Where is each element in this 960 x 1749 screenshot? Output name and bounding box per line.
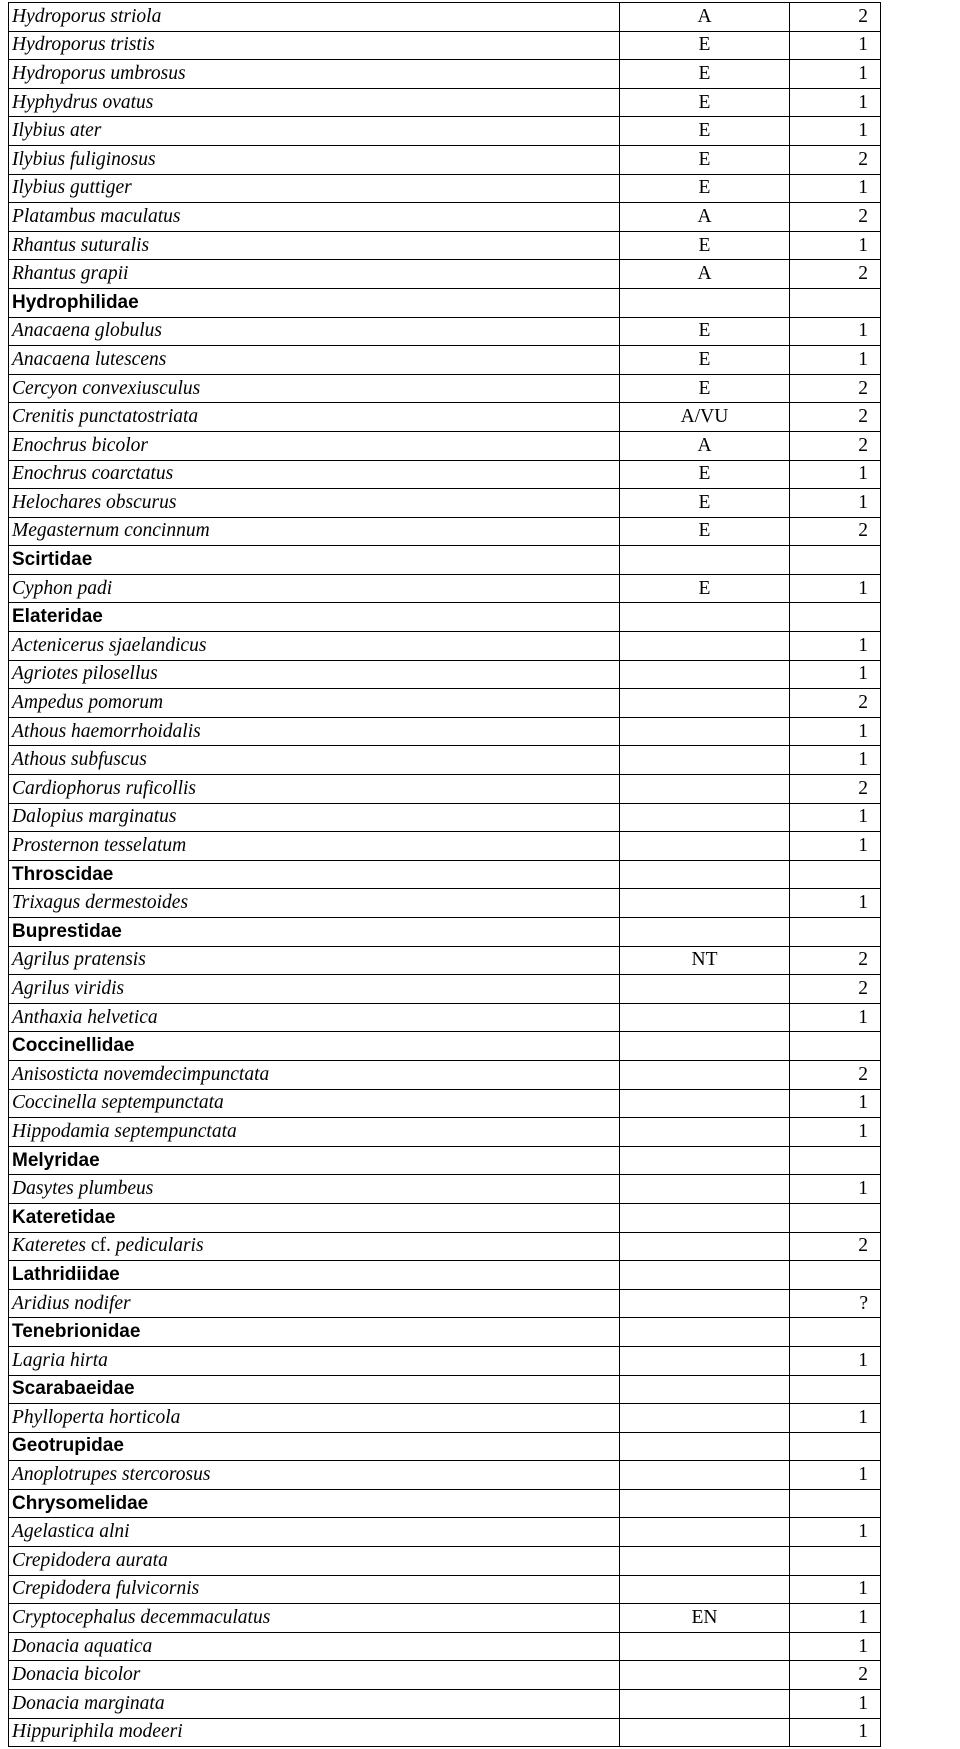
count-cell: 2	[790, 374, 881, 403]
species-name: Prosternon tesselatum	[9, 832, 620, 861]
count-cell: 1	[790, 1404, 881, 1433]
family-name: Hydrophilidae	[9, 288, 620, 317]
count-cell: 1	[790, 832, 881, 861]
status-cell: E	[620, 145, 790, 174]
count-cell	[790, 1547, 881, 1576]
family-name: Geotrupidae	[9, 1432, 620, 1461]
species-row	[9, 1089, 881, 1118]
status-cell	[620, 1690, 790, 1719]
species-name: Enochrus bicolor	[9, 431, 620, 460]
status-cell	[620, 1003, 790, 1032]
status-cell	[620, 603, 790, 632]
count-cell: 1	[790, 889, 881, 918]
status-cell	[620, 775, 790, 804]
status-cell	[620, 1318, 790, 1347]
count-cell: 1	[790, 231, 881, 260]
species-name: Ampedus pomorum	[9, 689, 620, 718]
count-cell: 1	[790, 117, 881, 146]
species-row	[9, 403, 881, 432]
species-name: Anthaxia helvetica	[9, 1003, 620, 1032]
status-cell	[620, 632, 790, 661]
species-row	[9, 1547, 881, 1576]
species-row	[9, 1461, 881, 1490]
species-name: Ilybius ater	[9, 117, 620, 146]
species-qualifier: cf.	[86, 1235, 116, 1257]
count-cell: 2	[790, 403, 881, 432]
status-cell: E	[620, 117, 790, 146]
species-name: Ilybius guttiger	[9, 174, 620, 203]
family-name: Melyridae	[9, 1146, 620, 1175]
species-name: Anoplotrupes stercorosus	[9, 1461, 620, 1490]
family-row	[9, 918, 881, 947]
count-cell: 1	[790, 489, 881, 518]
species-row	[9, 374, 881, 403]
count-cell	[790, 1203, 881, 1232]
status-cell: E	[620, 60, 790, 89]
species-name: Agelastica alni	[9, 1518, 620, 1547]
status-cell: E	[620, 31, 790, 60]
family-row	[9, 546, 881, 575]
status-cell	[620, 1089, 790, 1118]
family-name: Scarabaeidae	[9, 1375, 620, 1404]
species-row	[9, 60, 881, 89]
species-table	[8, 2, 881, 1747]
species-row	[9, 803, 881, 832]
species-row	[9, 1289, 881, 1318]
status-cell	[620, 546, 790, 575]
species-row	[9, 1175, 881, 1204]
status-cell	[620, 832, 790, 861]
family-row	[9, 1261, 881, 1290]
count-cell	[790, 1318, 881, 1347]
count-cell	[790, 1489, 881, 1518]
status-cell: E	[620, 346, 790, 375]
count-cell: 1	[790, 174, 881, 203]
status-cell	[620, 860, 790, 889]
family-name: Scirtidae	[9, 546, 620, 575]
status-cell	[620, 1632, 790, 1661]
species-row	[9, 317, 881, 346]
species-genus: Kateretes	[12, 1235, 87, 1257]
species-name: Trixagus dermestoides	[9, 889, 620, 918]
species-row	[9, 1118, 881, 1147]
status-cell	[620, 1032, 790, 1061]
count-cell: 1	[790, 460, 881, 489]
species-row	[9, 517, 881, 546]
species-row	[9, 632, 881, 661]
species-name: Crepidodera fulvicornis	[9, 1575, 620, 1604]
family-row	[9, 1146, 881, 1175]
count-cell: 1	[790, 746, 881, 775]
status-cell: A	[620, 260, 790, 289]
species-name: Aridius nodifer	[9, 1289, 620, 1318]
count-cell: 1	[790, 660, 881, 689]
count-cell: 2	[790, 431, 881, 460]
species-row	[9, 1060, 881, 1089]
species-row	[9, 88, 881, 117]
family-row	[9, 1318, 881, 1347]
species-row	[9, 231, 881, 260]
count-cell: 1	[790, 1604, 881, 1633]
species-name: Cercyon convexiusculus	[9, 374, 620, 403]
status-cell: A	[620, 203, 790, 232]
status-cell: E	[620, 517, 790, 546]
species-name: Athous subfuscus	[9, 746, 620, 775]
status-cell: E	[620, 88, 790, 117]
status-cell	[620, 1718, 790, 1747]
count-cell: 1	[790, 346, 881, 375]
status-cell	[620, 1404, 790, 1433]
species-name: Donacia bicolor	[9, 1661, 620, 1690]
species-name: Donacia marginata	[9, 1690, 620, 1719]
species-row	[9, 1632, 881, 1661]
status-cell: E	[620, 489, 790, 518]
count-cell	[790, 1261, 881, 1290]
status-cell	[620, 1203, 790, 1232]
status-cell	[620, 889, 790, 918]
species-name: Agrilus viridis	[9, 975, 620, 1004]
species-name: Cardiophorus ruficollis	[9, 775, 620, 804]
family-name: Throscidae	[9, 860, 620, 889]
species-name: Crenitis punctatostriata	[9, 403, 620, 432]
status-cell	[620, 1289, 790, 1318]
species-row	[9, 431, 881, 460]
species-row	[9, 1003, 881, 1032]
status-cell	[620, 746, 790, 775]
species-name: Crepidodera aurata	[9, 1547, 620, 1576]
count-cell: 1	[790, 31, 881, 60]
status-cell: E	[620, 374, 790, 403]
count-cell: 1	[790, 1690, 881, 1719]
family-name: Elateridae	[9, 603, 620, 632]
status-cell	[620, 975, 790, 1004]
status-cell	[620, 1346, 790, 1375]
species-row	[9, 203, 881, 232]
species-name: Rhantus suturalis	[9, 231, 620, 260]
count-cell: 1	[790, 60, 881, 89]
species-row	[9, 117, 881, 146]
species-row	[9, 1404, 881, 1433]
family-row	[9, 1203, 881, 1232]
count-cell: 2	[790, 975, 881, 1004]
species-name: Athous haemorrhoidalis	[9, 717, 620, 746]
species-row	[9, 3, 881, 32]
species-row	[9, 746, 881, 775]
species-row	[9, 31, 881, 60]
family-row	[9, 288, 881, 317]
count-cell	[790, 603, 881, 632]
status-cell	[620, 660, 790, 689]
family-name: Lathridiidae	[9, 1261, 620, 1290]
species-name: Hydroporus tristis	[9, 31, 620, 60]
status-cell	[620, 1461, 790, 1490]
species-name: Lagria hirta	[9, 1346, 620, 1375]
status-cell	[620, 1232, 790, 1261]
species-name: Enochrus coarctatus	[9, 460, 620, 489]
status-cell: A	[620, 3, 790, 32]
species-row	[9, 260, 881, 289]
species-name: Dalopius marginatus	[9, 803, 620, 832]
family-name: Kateretidae	[9, 1203, 620, 1232]
status-cell: E	[620, 231, 790, 260]
status-cell	[620, 918, 790, 947]
count-cell: 1	[790, 632, 881, 661]
family-row	[9, 860, 881, 889]
species-name: Actenicerus sjaelandicus	[9, 632, 620, 661]
species-row	[9, 1346, 881, 1375]
count-cell: 2	[790, 260, 881, 289]
species-row	[9, 346, 881, 375]
status-cell	[620, 689, 790, 718]
family-row	[9, 1489, 881, 1518]
species-row	[9, 975, 881, 1004]
status-cell	[620, 1575, 790, 1604]
species-row	[9, 1232, 881, 1261]
family-row	[9, 603, 881, 632]
species-row	[9, 574, 881, 603]
family-row	[9, 1375, 881, 1404]
count-cell: 1	[790, 1346, 881, 1375]
count-cell	[790, 1146, 881, 1175]
species-row	[9, 660, 881, 689]
species-name: Hydroporus umbrosus	[9, 60, 620, 89]
count-cell: 1	[790, 1718, 881, 1747]
species-name: Rhantus grapii	[9, 260, 620, 289]
species-name: Phylloperta horticola	[9, 1404, 620, 1433]
status-cell: E	[620, 460, 790, 489]
status-cell	[620, 1518, 790, 1547]
count-cell: 1	[790, 1461, 881, 1490]
status-cell	[620, 717, 790, 746]
count-cell: 1	[790, 317, 881, 346]
status-cell: A	[620, 431, 790, 460]
status-cell	[620, 803, 790, 832]
species-name: Coccinella septempunctata	[9, 1089, 620, 1118]
count-cell	[790, 860, 881, 889]
count-cell: 1	[790, 1003, 881, 1032]
count-cell: 2	[790, 1232, 881, 1261]
species-row	[9, 689, 881, 718]
status-cell	[620, 1432, 790, 1461]
count-cell	[790, 288, 881, 317]
status-cell	[620, 1547, 790, 1576]
species-row	[9, 460, 881, 489]
species-name: Helochares obscurus	[9, 489, 620, 518]
status-cell	[620, 1118, 790, 1147]
status-cell: E	[620, 174, 790, 203]
species-name: Anacaena lutescens	[9, 346, 620, 375]
count-cell: 2	[790, 775, 881, 804]
species-row	[9, 717, 881, 746]
count-cell: 2	[790, 1060, 881, 1089]
family-name: Buprestidae	[9, 918, 620, 947]
count-cell: 2	[790, 689, 881, 718]
count-cell: ?	[790, 1289, 881, 1318]
species-row	[9, 174, 881, 203]
species-row	[9, 489, 881, 518]
species-row	[9, 946, 881, 975]
count-cell: 1	[790, 1118, 881, 1147]
species-name	[9, 1232, 620, 1261]
status-cell: E	[620, 574, 790, 603]
species-name: Megasternum concinnum	[9, 517, 620, 546]
species-name: Platambus maculatus	[9, 203, 620, 232]
count-cell: 1	[790, 1575, 881, 1604]
species-epithet: pedicularis	[115, 1235, 204, 1257]
species-name: Anacaena globulus	[9, 317, 620, 346]
count-cell	[790, 546, 881, 575]
family-name: Tenebrionidae	[9, 1318, 620, 1347]
status-cell: A/VU	[620, 403, 790, 432]
species-row	[9, 1661, 881, 1690]
species-row	[9, 775, 881, 804]
count-cell: 1	[790, 1632, 881, 1661]
count-cell: 2	[790, 1661, 881, 1690]
species-row	[9, 832, 881, 861]
species-row	[9, 889, 881, 918]
status-cell	[620, 1060, 790, 1089]
status-cell: E	[620, 317, 790, 346]
count-cell: 1	[790, 1518, 881, 1547]
status-cell	[620, 288, 790, 317]
species-name: Hydroporus striola	[9, 3, 620, 32]
count-cell	[790, 1432, 881, 1461]
species-name: Hippodamia septempunctata	[9, 1118, 620, 1147]
status-cell	[620, 1375, 790, 1404]
status-cell	[620, 1175, 790, 1204]
status-cell	[620, 1261, 790, 1290]
count-cell	[790, 1032, 881, 1061]
status-cell: NT	[620, 946, 790, 975]
count-cell: 1	[790, 717, 881, 746]
family-row	[9, 1432, 881, 1461]
status-cell: EN	[620, 1604, 790, 1633]
species-name: Hyphydrus ovatus	[9, 88, 620, 117]
species-row	[9, 1518, 881, 1547]
count-cell: 1	[790, 88, 881, 117]
count-cell: 2	[790, 3, 881, 32]
count-cell: 2	[790, 145, 881, 174]
count-cell: 2	[790, 203, 881, 232]
family-name: Coccinellidae	[9, 1032, 620, 1061]
count-cell: 1	[790, 574, 881, 603]
species-name: Cyphon padi	[9, 574, 620, 603]
species-name: Dasytes plumbeus	[9, 1175, 620, 1204]
species-name: Cryptocephalus decemmaculatus	[9, 1604, 620, 1633]
species-row	[9, 1575, 881, 1604]
species-name: Agriotes pilosellus	[9, 660, 620, 689]
species-name: Agrilus pratensis	[9, 946, 620, 975]
family-row	[9, 1032, 881, 1061]
count-cell: 1	[790, 1175, 881, 1204]
status-cell	[620, 1489, 790, 1518]
count-cell: 2	[790, 517, 881, 546]
species-row	[9, 1718, 881, 1747]
status-cell	[620, 1661, 790, 1690]
species-name: Anisosticta novemdecimpunctata	[9, 1060, 620, 1089]
status-cell	[620, 1146, 790, 1175]
count-cell	[790, 1375, 881, 1404]
family-name: Chrysomelidae	[9, 1489, 620, 1518]
species-row	[9, 1690, 881, 1719]
count-cell: 1	[790, 1089, 881, 1118]
count-cell: 1	[790, 803, 881, 832]
species-name: Hippuriphila modeeri	[9, 1718, 620, 1747]
species-row	[9, 1604, 881, 1633]
species-name: Donacia aquatica	[9, 1632, 620, 1661]
table-body	[9, 3, 881, 1747]
count-cell	[790, 918, 881, 947]
species-name: Ilybius fuliginosus	[9, 145, 620, 174]
count-cell: 2	[790, 946, 881, 975]
species-row	[9, 145, 881, 174]
